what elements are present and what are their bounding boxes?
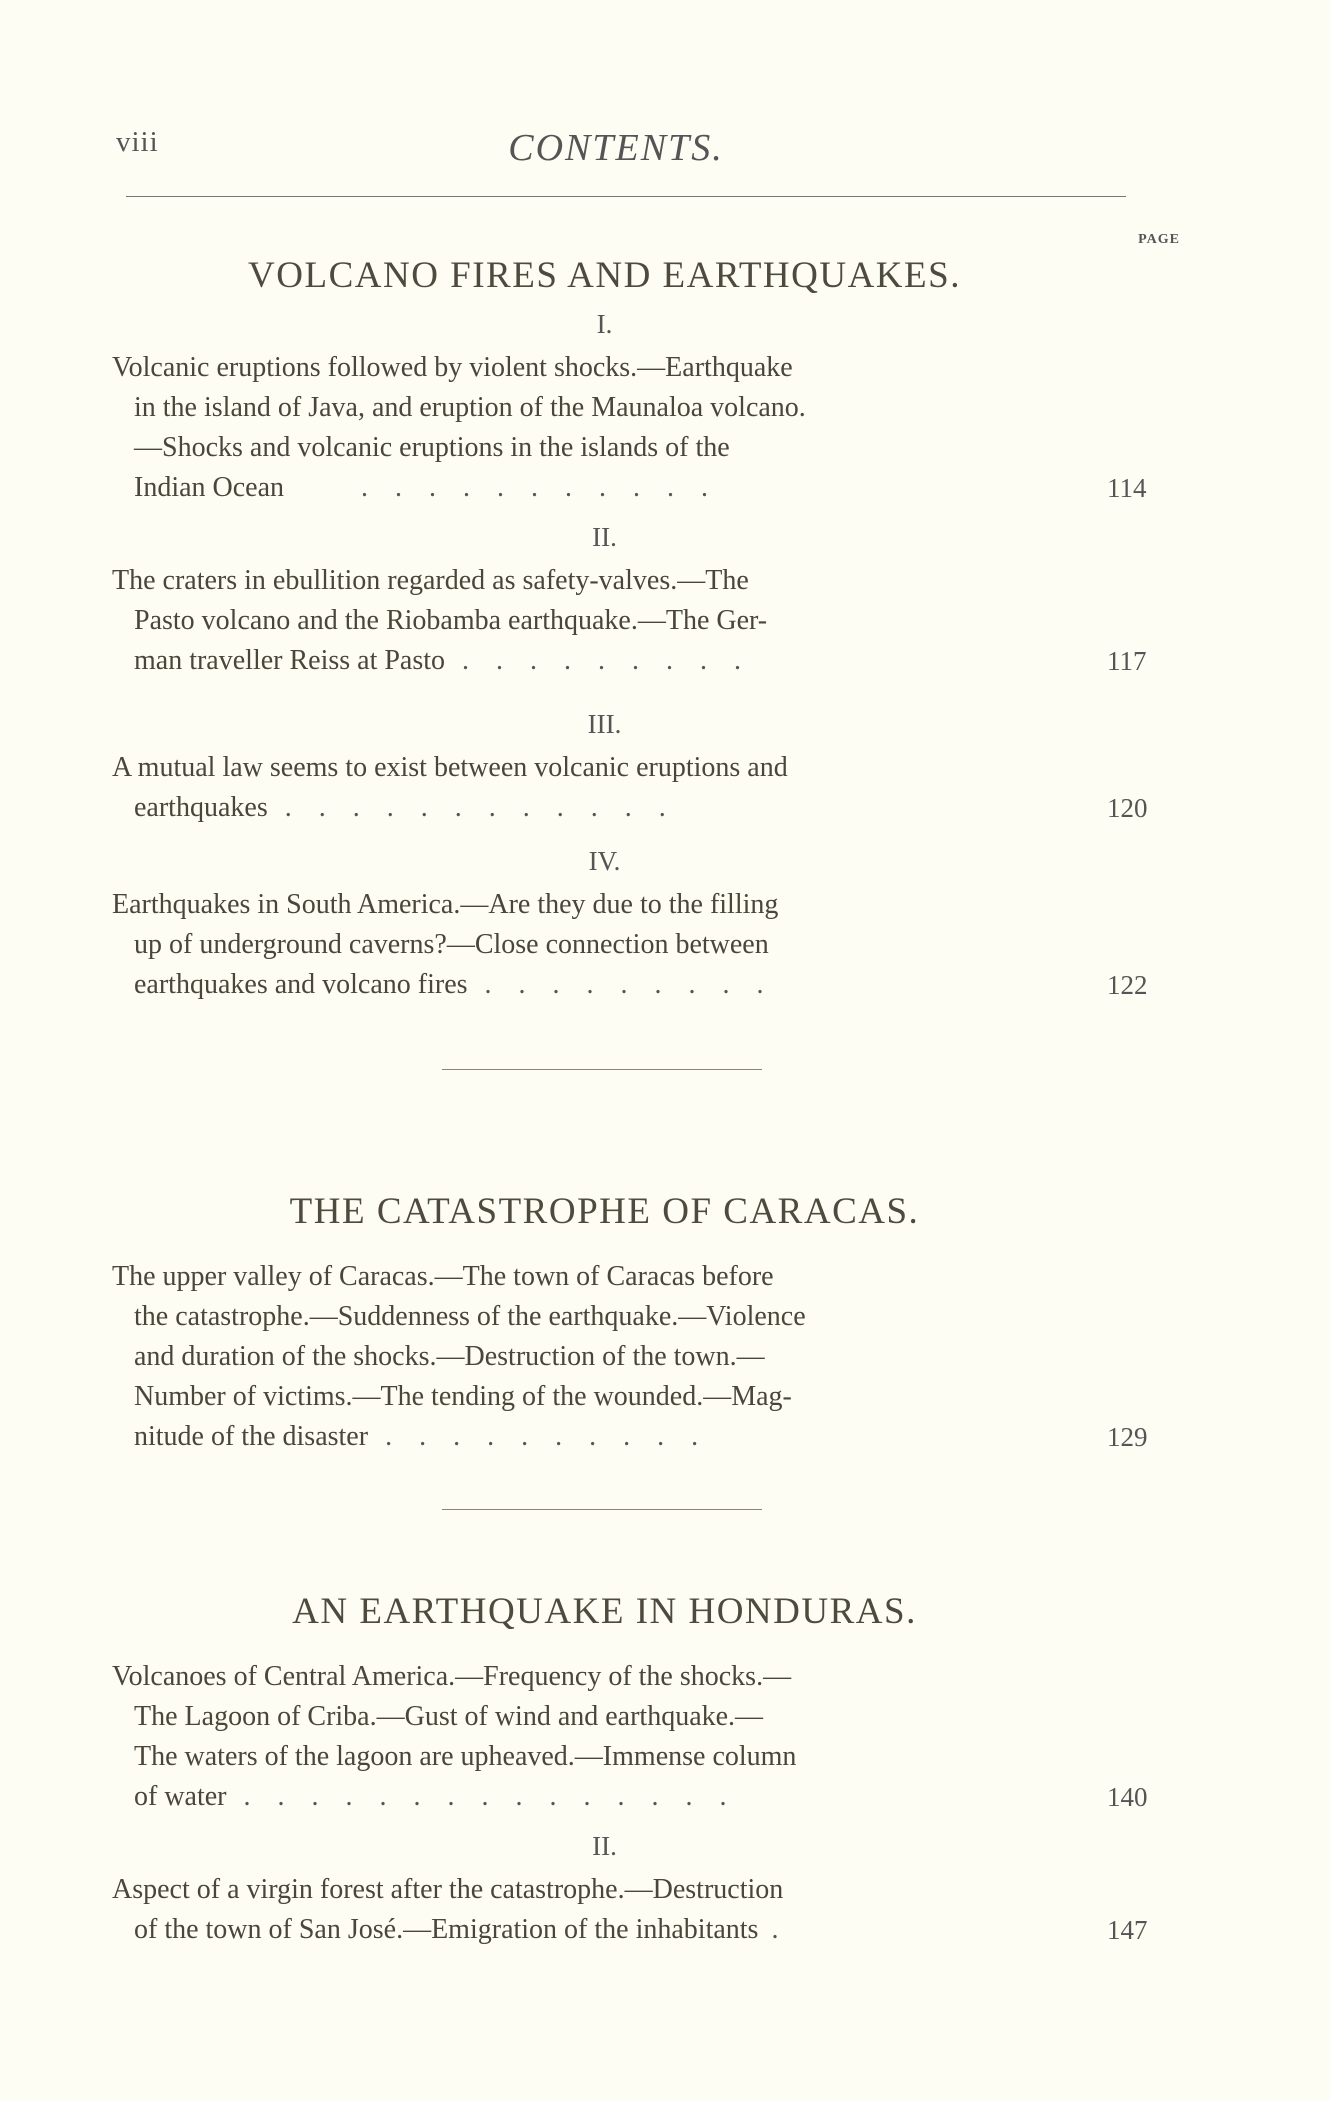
entry-line: Pasto volcano and the Riobamba earthquake.—The Ger- (134, 605, 768, 636)
page-column-label: PAGE (1138, 232, 1180, 247)
toc-entry[interactable] (112, 1257, 1148, 1457)
entry-line: the catastrophe.—Suddenness of the earthquake.—Violence (134, 1301, 806, 1332)
entry-line: The upper valley of Caracas.—The town of Caracas before (112, 1261, 774, 1292)
entry-text: Indian Ocean (134, 472, 285, 503)
dot-leader: . . . . . . . . . (467, 969, 774, 1000)
entry-line: —Shocks and volcanic eruptions in the islands of the (134, 432, 730, 463)
section-honduras (112, 1590, 1180, 1950)
running-title: CONTENTS. (508, 127, 724, 169)
entry-line: up of underground caverns?—Close connection between (134, 929, 769, 960)
entry-line-last (112, 468, 1097, 508)
entry-line-last (112, 1417, 1097, 1457)
dot-leader: . . . . . . . . . . . . . . . (226, 1781, 737, 1812)
entry-line: Volcanoes of Central America.—Frequency of the shocks.— (112, 1661, 792, 1692)
dot-leader: . . . . . . . . . . . (344, 472, 719, 503)
page-number[interactable]: 147 (1107, 1915, 1148, 1945)
toc-entry[interactable] (112, 1657, 1148, 1817)
dot-leader: . . . . . . . . . . . . (267, 792, 676, 823)
section-caracas (112, 1190, 1180, 1510)
entry-line: The waters of the lagoon are upheaved.—Immense column (134, 1741, 797, 1772)
chapter-numeral: II. (592, 1831, 617, 1861)
chapter-numeral: III. (587, 709, 622, 739)
entry-line: Aspect of a virgin forest after the catastrophe.—Destruction (112, 1874, 784, 1905)
chapter-numeral: IV. (588, 846, 621, 876)
entry-line: A mutual law seems to exist between volcanic eruptions and (112, 752, 788, 783)
toc-entry[interactable] (112, 561, 1147, 681)
entry-line: The craters in ebullition regarded as safety-valves.—The (112, 565, 749, 596)
entry-text: man traveller Reiss at Pasto (134, 645, 446, 676)
entry-line: and duration of the shocks.—Destruction of the town.— (134, 1341, 765, 1372)
entry-text: of the town of San José.—Emigration of the inhabitants (134, 1914, 759, 1945)
entry-line-last (112, 641, 1097, 681)
page-number[interactable]: 120 (1107, 793, 1148, 823)
page-folio: viii (116, 126, 159, 158)
entry-text: earthquakes and volcano fires (134, 969, 468, 1000)
section-title: VOLCANO FIRES AND EARTHQUAKES. (248, 255, 961, 296)
chapter-numeral: II. (592, 522, 617, 552)
section-volcano-fires (112, 232, 1180, 1070)
chapter-numeral: I. (596, 309, 613, 339)
page-number[interactable]: 114 (1107, 473, 1147, 503)
entry-line: Earthquakes in South America.—Are they due to the filling (112, 889, 779, 920)
entry-line-last (112, 1777, 1097, 1817)
entry-line: Volcanic eruptions followed by violent shocks.—Earthquake (112, 352, 793, 383)
page-number[interactable]: 117 (1107, 646, 1147, 676)
entry-line-last (112, 1910, 1097, 1950)
dot-leader: . . . . . . . . . . (368, 1421, 709, 1452)
toc-entry[interactable] (112, 748, 1148, 828)
running-head (116, 126, 1076, 176)
header-rule (126, 196, 1126, 197)
page-number[interactable]: 140 (1107, 1782, 1148, 1812)
toc-entry[interactable] (112, 348, 1147, 508)
section-title: THE CATASTROPHE OF CARACAS. (289, 1191, 920, 1232)
entry-text: nitude of the disaster (134, 1421, 369, 1452)
page-number[interactable]: 129 (1107, 1422, 1148, 1452)
entry-line: The Lagoon of Criba.—Gust of wind and earthquake.— (134, 1701, 764, 1732)
entry-line-last (112, 788, 1097, 828)
entry-line: Number of victims.—The tending of the wounded.—Mag- (134, 1381, 792, 1412)
entry-text: earthquakes (134, 792, 268, 823)
dot-leader: . (758, 1914, 785, 1945)
entry-text: of water (134, 1781, 227, 1812)
entry-line: in the island of Java, and eruption of the Maunaloa volcano. (134, 392, 806, 423)
entry-line-last (112, 965, 1097, 1005)
section-divider (442, 1069, 762, 1070)
toc-entry[interactable] (112, 1870, 1148, 1950)
page-number[interactable]: 122 (1107, 970, 1148, 1000)
section-divider (442, 1509, 762, 1510)
toc-entry[interactable] (112, 885, 1148, 1005)
section-title: AN EARTHQUAKE IN HONDURAS. (292, 1591, 917, 1632)
dot-leader: . . . . . . . . . (445, 645, 752, 676)
